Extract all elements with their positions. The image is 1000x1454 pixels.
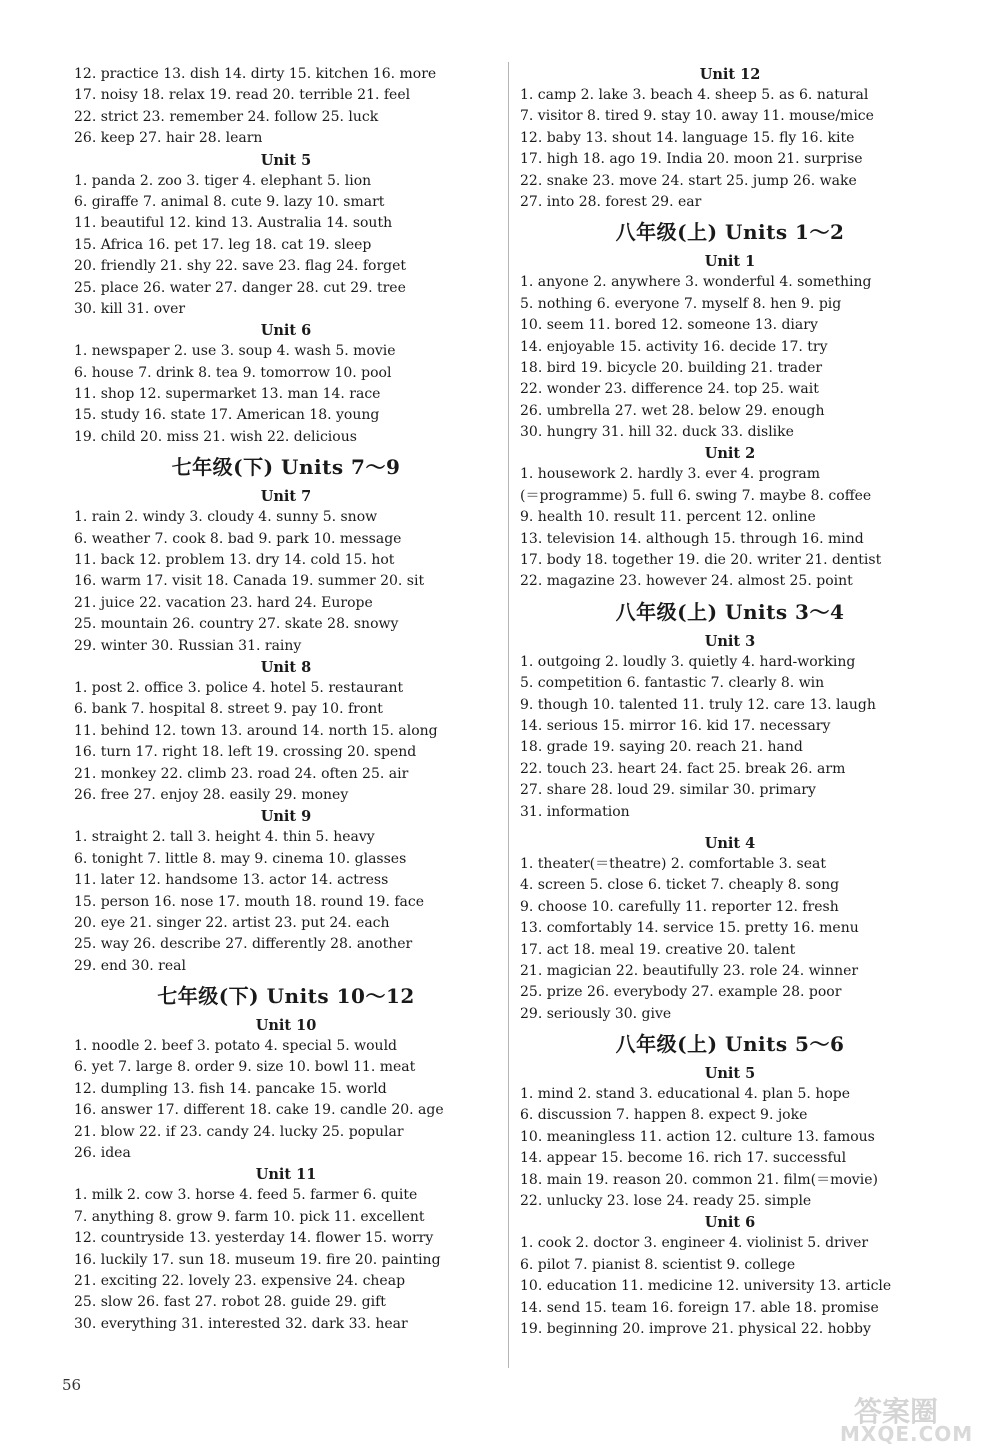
answer-line: 6. bank 7. hospital 8. street 9. pay 10. front [74,701,383,718]
answer-line: 16. warm 17. visit 18. Canada 19. summer 20. sit [74,573,425,590]
answer-line: 22. strict 23. remember 24. follow 25. luck [74,108,379,125]
answer-line: 14. appear 15. become 16. rich 17. successful [520,1150,847,1167]
answer-line: 13. television 14. although 15. through 16. mind [520,530,864,547]
answer-line: 1. outgoing 2. loudly 3. quietly 4. hard-working [520,653,856,670]
answer-line: 12. practice 13. dish 14. dirty 15. kitchen 16. more [74,66,437,82]
answer-line: 1. theater(＝theatre) 2. comfortable 3. seat [520,855,826,872]
answer-line: 22. touch 23. heart 24. fact 25. break 26. arm [520,760,846,777]
answer-line: 15. Africa 16. pet 17. leg 18. cat 19. sleep [74,236,372,253]
watermark-badge: 答案圈 [854,1395,939,1428]
answer-line: 20. eye 21. singer 22. artist 23. put 24. each [74,914,390,931]
watermark-url: MXQE.COM [840,1422,974,1446]
answer-line: 1. milk 2. cow 3. horse 4. feed 5. farmer 6. quite [74,1187,418,1204]
answer-line: 22. magazine 23. however 24. almost 25. point [520,573,853,590]
answer-line: 11. behind 12. town 13. around 14. north 15. along [74,722,438,739]
column-divider [508,62,509,1368]
unit-heading: Unit 6 [260,322,312,340]
grade-section-heading: 七年级(下) Units 7～9 [171,455,401,480]
answer-line: 6. discussion 7. happen 8. expect 9. joke [520,1107,808,1124]
answer-line: 18. main 19. reason 20. common 21. film(＝movie) [520,1171,878,1188]
answer-line: 16. turn 17. right 18. left 19. crossing 20. spend [74,744,417,761]
answer-line: 29. end 30. real [74,957,186,974]
answer-line: 31. information [520,803,630,820]
spacer [520,823,940,833]
answer-line: 7. visitor 8. tired 9. stay 10. away 11. mouse/mice [520,108,874,125]
answer-line: 6. tonight 7. little 8. may 9. cinema 10. glasses [74,850,407,867]
unit-heading: Unit 1 [704,253,756,271]
answer-line: 19. child 20. miss 21. wish 22. delicious [74,428,357,445]
answer-line: 25. place 26. water 27. danger 28. cut 29. tree [74,279,406,296]
unit-heading: Unit 6 [704,1214,756,1232]
answer-line: 9. health 10. result 11. percent 12. online [520,509,816,526]
answer-line: 11. beautiful 12. kind 13. Australia 14. south [74,215,393,232]
answer-line: 1. cook 2. doctor 3. engineer 4. violinist 5. driver [520,1235,869,1252]
answer-line: 19. beginning 20. improve 21. physical 22. hobby [520,1320,871,1337]
answer-line: 12. countryside 13. yesterday 14. flower 15. worry [74,1230,434,1247]
answer-line: 1. noodle 2. beef 3. potato 4. special 5. would [74,1038,398,1055]
answer-line: 1. rain 2. windy 3. cloudy 4. sunny 5. snow [74,509,378,526]
answer-line: 11. shop 12. supermarket 13. man 14. race [74,386,381,403]
answer-line: 10. seem 11. bored 12. someone 13. diary [520,317,818,334]
unit-heading: Unit 10 [255,1017,317,1035]
answer-line: 6. pilot 7. pianist 8. scientist 9. college [520,1256,796,1273]
watermark-logo [840,1392,980,1446]
answer-line: 26. keep 27. hair 28. learn [74,130,263,147]
unit-heading: Unit 3 [704,632,756,650]
answer-line: 9. choose 10. carefully 11. reporter 12. fresh [520,898,839,915]
unit-heading: Unit 2 [704,445,756,463]
answer-line: 21. blow 22. if 23. candy 24. lucky 25. popular [74,1123,404,1140]
grade-section-heading: 八年级(上) Units 5～6 [615,1032,845,1057]
answer-line: 1. newspaper 2. use 3. soup 4. wash 5. movie [74,343,396,360]
answer-line: 15. person 16. nose 17. mouth 18. round 19. face [74,893,424,910]
answer-line: 27. share 28. loud 29. similar 30. primary [520,782,816,799]
answer-line: 16. answer 17. different 18. cake 19. candle 20. age [74,1102,444,1119]
answer-line: 12. baby 13. shout 14. language 15. fly 16. kite [520,129,855,146]
answer-line: 26. umbrella 27. wet 28. below 29. enough [520,402,825,419]
right-column [520,64,940,1340]
answer-line: 20. friendly 21. shy 22. save 23. flag 24. forget [74,258,407,275]
unit-heading: Unit 5 [704,1065,756,1083]
answer-line: 15. study 16. state 17. American 18. young [74,407,380,424]
unit-heading: Unit 7 [260,488,312,506]
answer-line: 30. kill 31. over [74,300,186,317]
answer-line: 18. bird 19. bicycle 20. building 21. trader [520,359,823,376]
answer-line: 7. anything 8. grow 9. farm 10. pick 11. excellent [74,1208,425,1225]
answer-line: 4. screen 5. close 6. ticket 7. cheaply 8. song [520,877,840,894]
unit-heading: Unit 8 [260,658,312,676]
answer-line: 21. juice 22. vacation 23. hard 24. Europe [74,594,373,611]
answer-line: 27. into 28. forest 29. ear [520,193,702,210]
answer-line: 14. send 15. team 16. foreign 17. able 18. promise [520,1299,879,1316]
answer-line: 17. noisy 18. relax 19. read 20. terrible 21. feel [74,87,411,104]
answer-line: 1. panda 2. zoo 3. tiger 4. elephant 5. lion [74,172,372,189]
page-number: 56 [62,1376,82,1394]
answer-line: 6. giraffe 7. animal 8. cute 9. lazy 10. smart [74,193,385,210]
answer-line: 29. winter 30. Russian 31. rainy [74,637,302,654]
answer-line: 5. nothing 6. everyone 7. myself 8. hen 9. pig [520,295,842,312]
unit-heading: Unit 11 [255,1166,317,1184]
answer-line: 26. idea [74,1145,131,1162]
answer-line: 1. camp 2. lake 3. beach 4. sheep 5. as 6. natural [520,87,869,103]
left-column [74,64,498,1335]
answer-line: 9. though 10. talented 11. truly 12. care 13. laugh [520,696,876,713]
answer-line: 1. post 2. office 3. police 4. hotel 5. restaurant [74,679,404,696]
answer-line: 10. meaningless 11. action 12. culture 13. famous [520,1128,875,1145]
answer-line: 21. magician 22. beautifully 23. role 24. winner [520,962,859,979]
answer-line: 17. act 18. meal 19. creative 20. talent [520,941,796,958]
grade-section-heading: 八年级(上) Units 1～2 [615,220,845,245]
answer-line: 22. wonder 23. difference 24. top 25. wait [520,381,819,398]
answer-line: 6. yet 7. large 8. order 9. size 10. bowl 11. meat [74,1059,416,1076]
answer-line: 21. monkey 22. climb 23. road 24. often 25. air [74,765,409,782]
answer-line: 30. everything 31. interested 32. dark 33. hear [74,1315,408,1332]
answer-line: 30. hungry 31. hill 32. duck 33. dislike [520,424,794,441]
answer-line: 25. prize 26. everybody 27. example 28. poor [520,984,842,1001]
answer-line: 1. anyone 2. anywhere 3. wonderful 4. something [520,274,872,291]
answer-line: 12. dumpling 13. fish 14. pancake 15. world [74,1080,387,1097]
answer-line: 10. education 11. medicine 12. university 13. article [520,1278,892,1295]
answer-line: 22. unlucky 23. lose 24. ready 25. simple [520,1193,812,1210]
answer-line: 29. seriously 30. give [520,1005,672,1022]
answer-line: 1. straight 2. tall 3. height 4. thin 5. heavy [74,829,375,846]
unit-heading: Unit 12 [699,66,761,83]
answer-line: 14. enjoyable 15. activity 16. decide 17. try [520,338,828,355]
answer-line: 18. grade 19. saying 20. reach 21. hand [520,739,803,756]
answer-line: 25. slow 26. fast 27. robot 28. guide 29. gift [74,1294,386,1311]
answer-line: 11. later 12. handsome 13. actor 14. actress [74,872,389,889]
unit-heading: Unit 9 [260,808,312,826]
answer-line: 25. mountain 26. country 27. skate 28. snowy [74,616,399,633]
answer-line: 17. high 18. ago 19. India 20. moon 21. surprise [520,151,863,168]
answer-line: 22. snake 23. move 24. start 25. jump 26. wake [520,172,857,189]
answer-line: 1. mind 2. stand 3. educational 4. plan 5. hope [520,1086,851,1103]
answer-line: 13. comfortably 14. service 15. pretty 16. menu [520,920,859,937]
unit-heading: Unit 4 [704,834,756,852]
answer-line: 11. back 12. problem 13. dry 14. cold 15. hot [74,552,395,569]
answer-line: (＝programme) 5. full 6. swing 7. maybe 8. coffee [520,487,872,504]
answer-line: 6. weather 7. cook 8. bad 9. park 10. message [74,530,402,547]
answer-line: 25. way 26. describe 27. differently 28. another [74,936,413,953]
answer-line: 5. competition 6. fantastic 7. clearly 8. win [520,675,825,692]
answer-line: 21. exciting 22. lovely 23. expensive 24. cheap [74,1272,406,1289]
answer-line: 26. free 27. enjoy 28. easily 29. money [74,786,349,803]
grade-section-heading: 七年级(下) Units 10～12 [157,984,415,1009]
answer-line: 16. luckily 17. sun 18. museum 19. fire 20. painting [74,1251,441,1268]
answer-line: 1. housework 2. hardly 3. ever 4. program [520,466,821,483]
unit-heading: Unit 5 [260,151,312,169]
answer-line: 17. body 18. together 19. die 20. writer 21. dentist [520,552,882,569]
answer-line: 14. serious 15. mirror 16. kid 17. necessary [520,717,831,734]
answer-line: 6. house 7. drink 8. tea 9. tomorrow 10. pool [74,364,392,381]
grade-section-heading: 八年级(上) Units 3～4 [615,599,845,624]
